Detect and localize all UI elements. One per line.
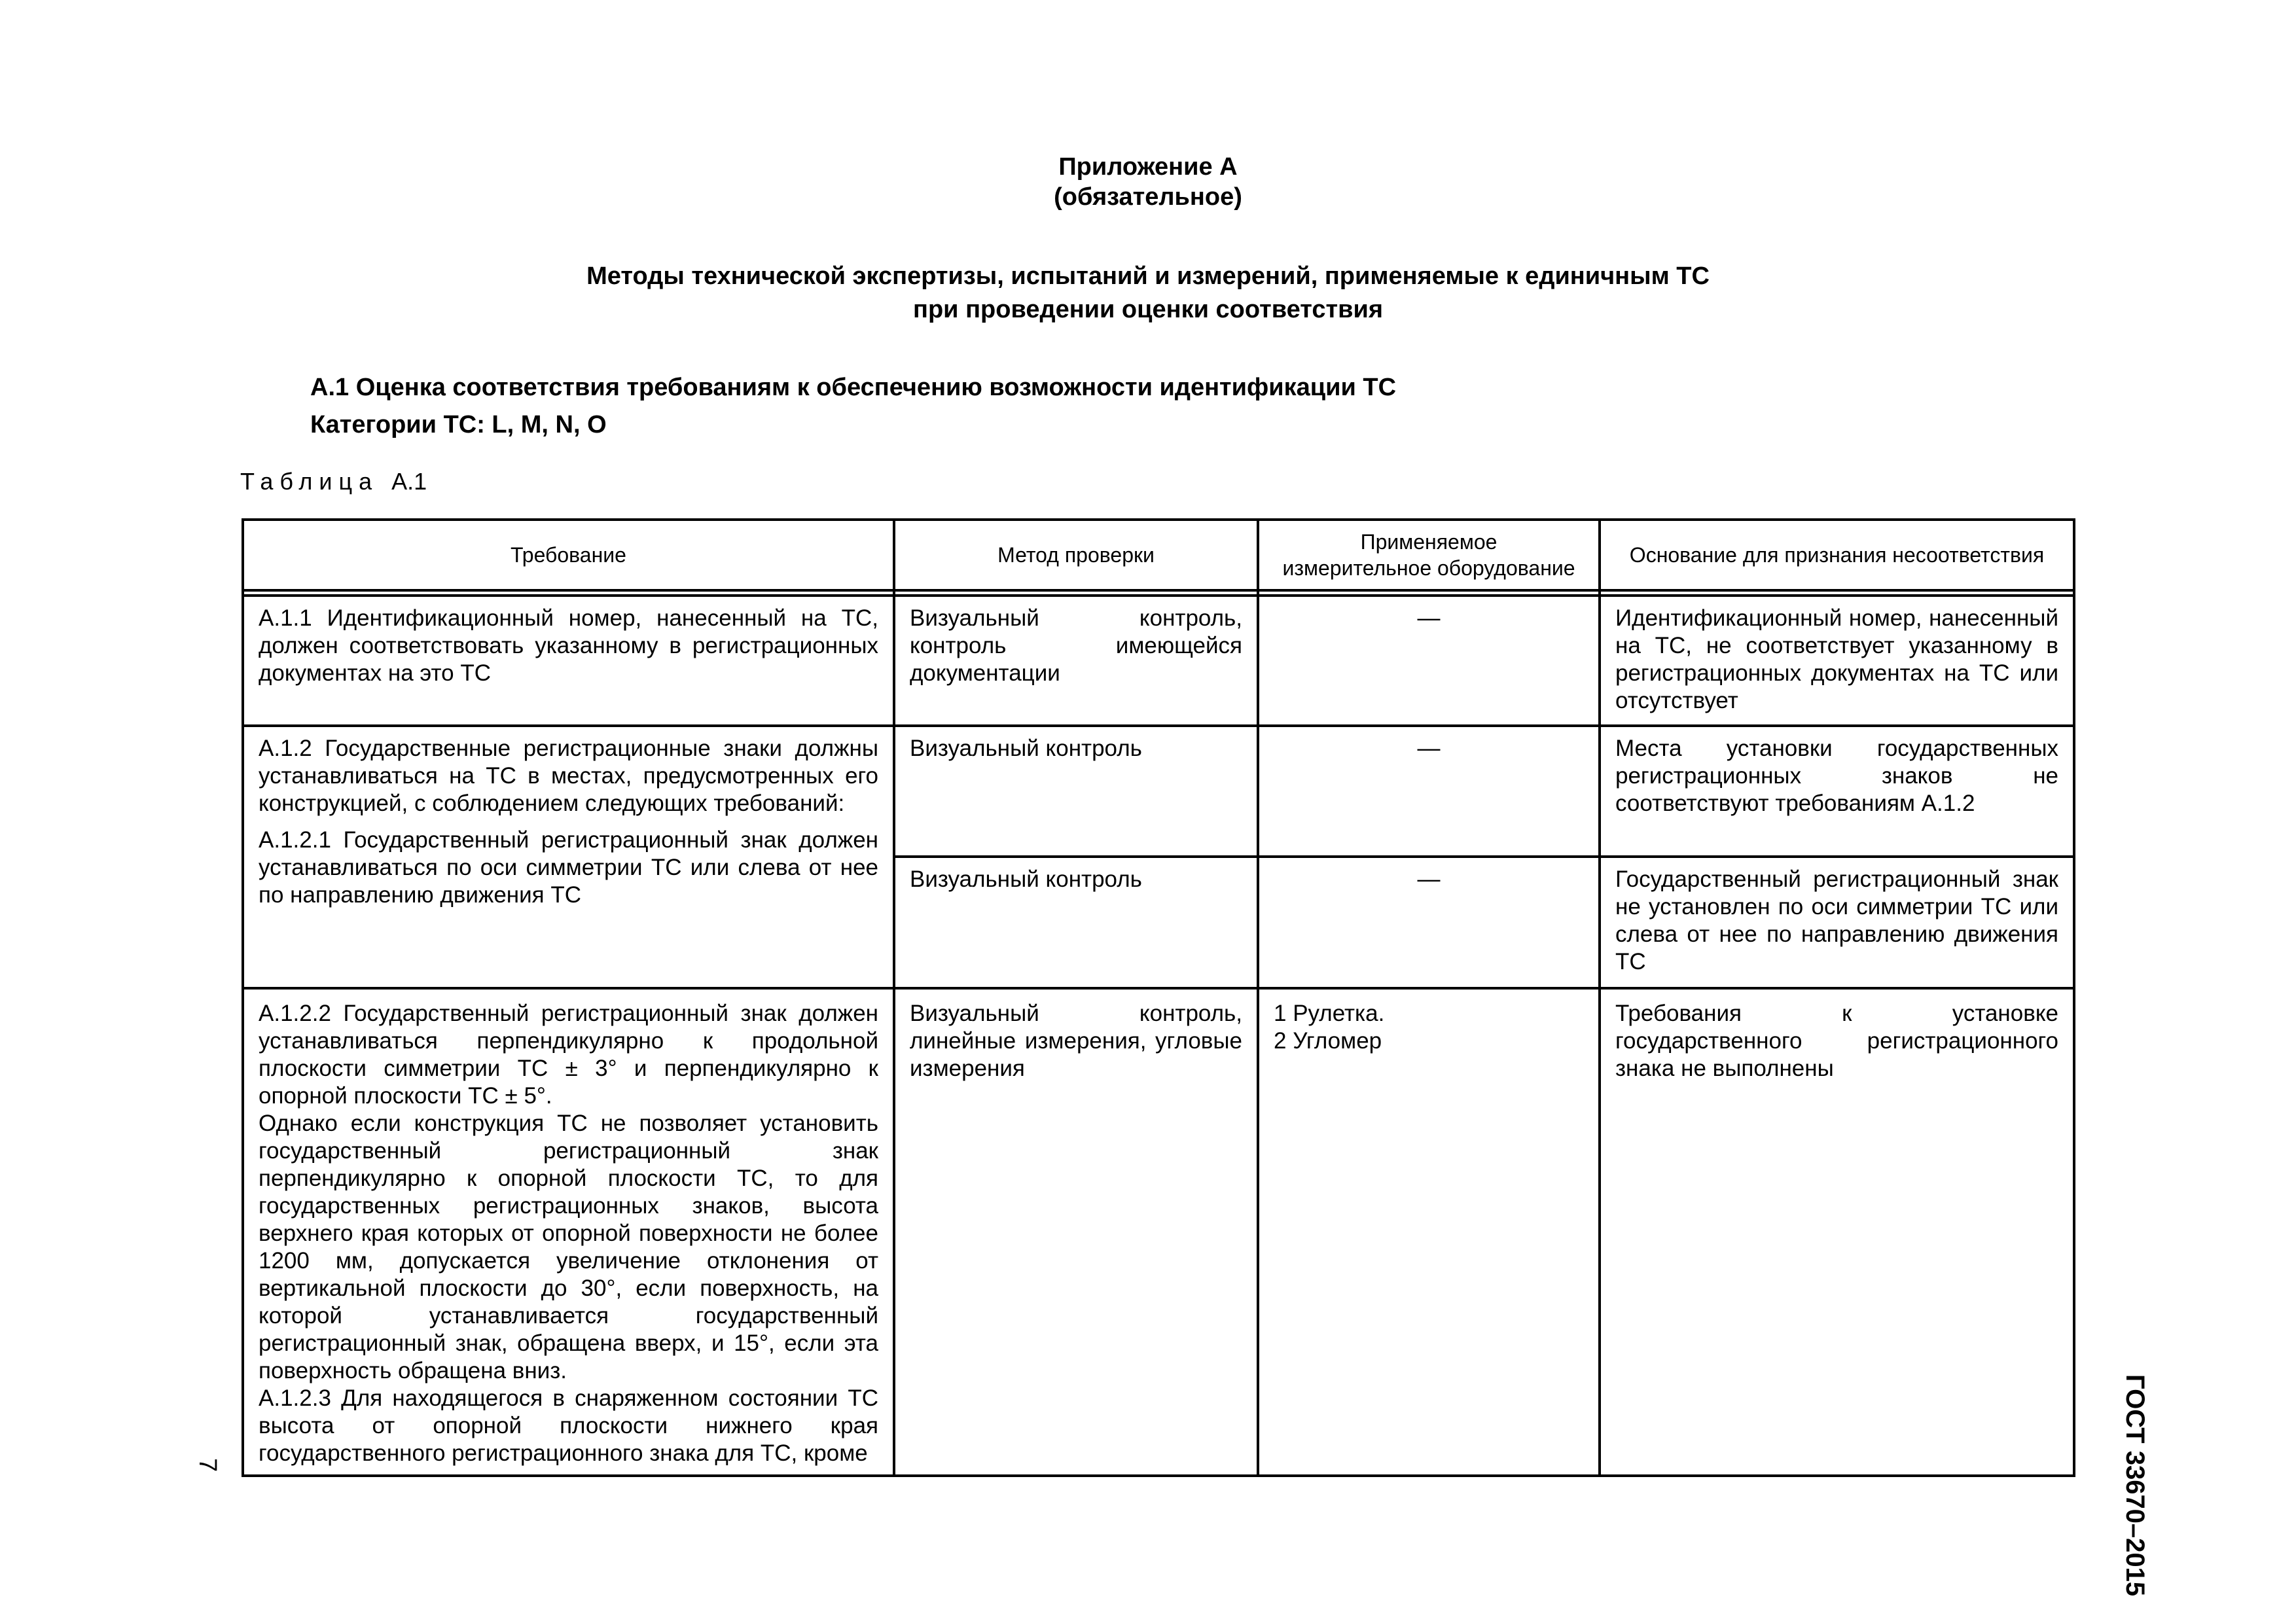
header-equipment-line2: измерительное оборудование bbox=[1282, 556, 1575, 580]
section-title: А.1 Оценка соответствия требованиям к обеспечению возможности идентификации ТС bbox=[310, 374, 1397, 401]
row-equipment: — bbox=[1258, 596, 1600, 726]
row-method: Визуальный контроль bbox=[894, 726, 1258, 857]
page-number: 7 bbox=[194, 1458, 221, 1472]
table-header-row bbox=[243, 520, 2074, 590]
equipment-item: 2 Угломер bbox=[1274, 1028, 1382, 1054]
appendix-status: (обязательное) bbox=[1054, 183, 1242, 211]
table-row bbox=[243, 726, 2074, 857]
header-requirement: Требование bbox=[243, 520, 894, 590]
header-equipment-line1: Применяемое bbox=[1360, 530, 1498, 554]
row-requirement: А.1.1 Идентификационный номер, нанесенный на ТС, должен соответствовать указанному в регистрационных документах на это ТС bbox=[243, 596, 894, 726]
row-basis: Государственный регистрационный знак не установлен по оси симметрии ТС или слева от нее по направлению движения ТС bbox=[1600, 857, 2074, 988]
row-requirement: А.1.2.1 Государственный регистрационный знак должен устанавливаться по оси симметрии ТС или слева от нее по направлению движения ТС bbox=[259, 827, 878, 908]
header-method: Метод проверки bbox=[894, 520, 1258, 590]
row-equipment: — bbox=[1258, 857, 1600, 988]
equipment-item: 1 Рулетка. bbox=[1274, 1001, 1385, 1026]
requirements-table bbox=[242, 518, 2075, 1477]
row-requirement-group bbox=[243, 988, 894, 1476]
row-equipment: — bbox=[1258, 726, 1600, 857]
document-heading-line2: при проведении оценки соответствия bbox=[913, 296, 1383, 323]
row-requirement: Однако если конструкция ТС не позволяет установить государственный регистрационный знак перпендикулярно к опорной плоскости ТС, то для государственных регистрационных знаков, высота верхнего края которых от опорной поверхности не более 1200 мм, допускается увеличение отклонения от вертикальной плоскости до 30°, если поверхность, на которой устанавливается государственный регистрационный знак, обращена вверх, и 15°, если эта поверхность обращена вниз. bbox=[259, 1111, 878, 1383]
row-requirement-group bbox=[243, 726, 894, 988]
row-basis: Места установки государственных регистрационных знаков не соответствуют требованиям А.1.2 bbox=[1600, 726, 2074, 857]
table-row bbox=[243, 596, 2074, 726]
appendix-title: Приложение А bbox=[1058, 153, 1238, 181]
document-code-stamp: ГОСТ 33670–2015 bbox=[2121, 1374, 2149, 1597]
header-gap bbox=[243, 590, 2074, 596]
row-equipment bbox=[1258, 988, 1600, 1476]
table-caption-number: А.1 bbox=[391, 468, 427, 495]
header-basis: Основание для признания несоответствия bbox=[1600, 520, 2074, 590]
row-requirement: А.1.2.3 Для находящегося в снаряженном состоянии ТС высота от опорной плоскости нижнего края государственного регистрационного знака для ТС, кроме bbox=[259, 1385, 878, 1466]
row-basis: Идентификационный номер, нанесенный на ТС, не соответствует указанному в регистрационных документах на ТС или отсутствует bbox=[1600, 596, 2074, 726]
table-caption-word: Таблица bbox=[240, 468, 379, 495]
row-method: Визуальный контроль, линейные измерения, угловые измерения bbox=[894, 988, 1258, 1476]
header-equipment bbox=[1258, 520, 1600, 590]
document-heading-line1: Методы технической экспертизы, испытаний и измерений, применяемые к единичным ТС bbox=[586, 262, 1710, 290]
table-caption bbox=[240, 470, 427, 493]
row-basis: Требования к установке государственного регистрационного знака не выполнены bbox=[1600, 988, 2074, 1476]
row-method: Визуальный контроль, контроль имеющейся документации bbox=[894, 596, 1258, 726]
row-requirement: А.1.2 Государственные регистрационные знаки должны устанавливаться на ТС в местах, предусмотренных его конструкцией, с соблюдением следующих требований: bbox=[259, 736, 878, 816]
section-categories: Категории ТС: L, M, N, O bbox=[310, 411, 607, 438]
table-row bbox=[243, 988, 2074, 1476]
row-method: Визуальный контроль bbox=[894, 857, 1258, 988]
row-requirement: А.1.2.2 Государственный регистрационный знак должен устанавливаться перпендикулярно к продольной плоскости симметрии ТС ± 3° и перпендикулярно к опорной плоскости ТС ± 5°. bbox=[259, 1001, 878, 1109]
